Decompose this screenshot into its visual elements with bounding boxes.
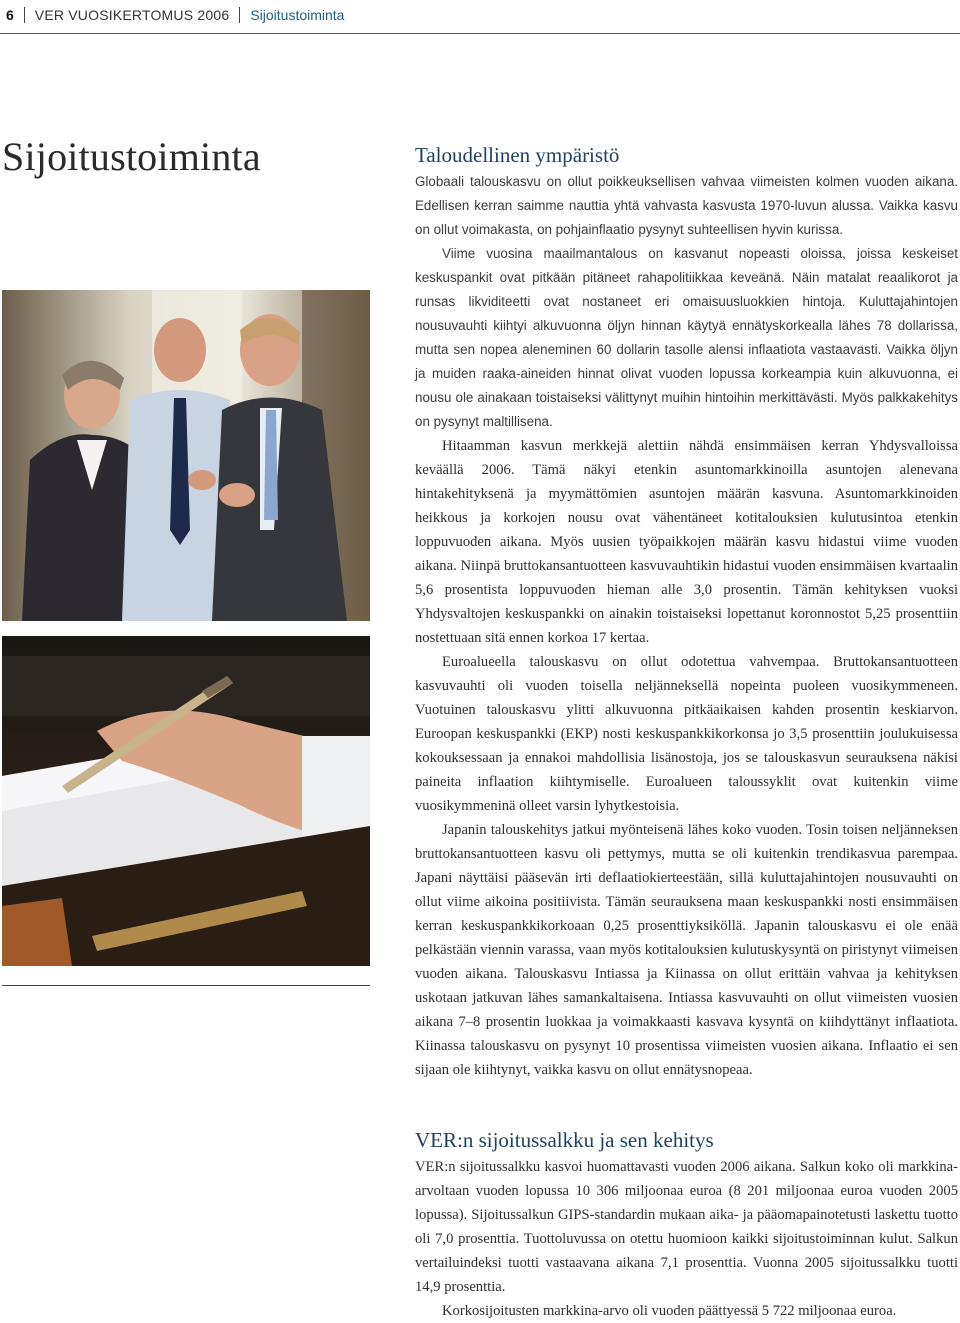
body-paragraph: Japanin talouskehitys jatkui myönteisenä lähes koko vuoden. Tosin toisen neljänneksen bruttokansantuotteen kasvu oli pettymys, mutta se oli kuitenkin trendikasvua parempaa. Japani näyttäisi pääsevän irti deflaatiokierteestään, sillä kuluttajahintojen nousuvauhti on ollut viime aikoina positiivista. Tämän seurauksena maan keskuspankki nosti ensimmäisen kerran keskuspankkikorkoaan 0,25 prosenttiyksiköllä. Japanin talouskasvu ei ole enää pelkästään viennin varassa, vaan myös kotitalouksien kulutuskysyntä on piristynyt viimeisen vuoden aikana. Talouskasvu Intiassa ja Kiinassa on ollut erittäin vahvaa ja kehityksen uskotaan jatkuvan lähes samankaltaisena. Intiassa kasvuvauhti on ollut viimeisten vuosien aikana 7–8 prosentin luokkaa ja voimakkaasti kasvava kysyntä on kiihdyttänyt inflaatiota. Kiinassa talouskasvu on pysynyt 10 prosentissa viimeisten vuosien aikana. Inflaatio ei sen sijaan ole kiihtynyt, vaikka kasvu on ollut ennätysnopeaa. bbox=[415, 822, 958, 1078]
body-paragraph: Euroalueella talouskasvu on ollut odotettua vahvempaa. Bruttokansantuotteen kasvuvauhti oli vuoden toisella neljänneksellä nopeinta puoleen vuosikymmeneen. Vuotuinen talouskasvu ylitti alkuvuonna pitkäaikaisen kahden prosentin keskiarvon. Euroopan keskuspankki (EKP) nosti keskuspankkikorkonsa jo 3,5 prosenttiin joulukuisessa kokouksessaan ja ennakoi mahdollisia lisänostoja, jos se talouskasvun seurauksena näkisi paineita inflaation kiihtymiselle. Euroalueen taloussyklit ovat kuitenkin viime vuosikymmeninä olleet varsin lyhytkestoisia. bbox=[415, 654, 958, 814]
page-title: Sijoitustoiminta bbox=[2, 134, 261, 179]
hand-signing-image bbox=[2, 636, 370, 966]
section-heading: VER:n sijoitussalkku ja sen kehitys bbox=[415, 1128, 714, 1152]
business-people-image bbox=[2, 290, 370, 621]
body-paragraph: Viime vuosina maailmantalous on kasvanut nopeasti oloissa, joissa keskeiset keskuspankit ovat pitkään pitäneet rahapolitiikkaa keveänä. Näin matalat reaalikorot ja runsas likviditeetti ovat nostaneet eri omaisuusluokkien hintoja. Kuluttajahintojen nousuvauhti kiihtyi alkuvuonna öljyn hinnan käytyä ennätyskorkealla lähes 78 dollarissa, mutta sen nopea aleneminen 60 dollarin tasolle alensi inflaatiota vastaavasti. Vaikka öljyn ja muiden raaka-aineiden hinnat olivat vuoden lopussa korkeampia kuin alkuvuonna, ei nousu ole ainakaan toistaiseksi välittynyt muihin hintoihin merkittävästi. Myös palkkakehitys on pysynyt maltillisena. bbox=[415, 246, 958, 429]
header-divider bbox=[239, 7, 240, 23]
left-column-rule bbox=[2, 985, 370, 986]
running-header bbox=[6, 4, 344, 26]
body-paragraph: VER:n sijoitussalkku kasvoi huomattavasti vuoden 2006 aikana. Salkun koko oli markkina-arvoltaan vuoden lopussa 10 306 miljoonaa euroa (8 201 miljoonaa euroa vuoden 2005 lopussa). Sijoitussalkun GIPS-standardin mukaan aika- ja pääomapainotetusti laskettu tuotto oli 7,0 prosenttia. Tuottoluvussa on otettu huomioon kaikki sijoitustoiminnan kulut. Salkun vertailuindeksi tuotti vastaavana aikana 7,1 prosenttia. Vuonna 2005 sijoitussalkku tuotti 14,9 prosenttia. bbox=[415, 1159, 958, 1295]
header-divider bbox=[24, 7, 25, 23]
section-economic-environment bbox=[415, 142, 958, 1082]
photo-business-people bbox=[2, 290, 370, 621]
header-rule bbox=[0, 33, 960, 34]
page-number: 6 bbox=[6, 7, 14, 23]
publication-title: VER VUOSIKERTOMUS 2006 bbox=[34, 7, 230, 23]
photo-hand-signing bbox=[2, 636, 370, 966]
body-paragraph: Korkosijoitusten markkina-arvo oli vuoden päättyessä 5 722 miljoonaa euroa. bbox=[442, 1303, 897, 1319]
body-paragraph: Hitaamman kasvun merkkejä alettiin nähdä ensimmäisen kerran Yhdysvalloissa keväällä 2006. Tämä näkyi etenkin asuntomarkkinoilla asuntojen alenevana hintakehityksenä ja myymättömien asuntojen määrän kasvuna. Asuntomarkkinoiden heikkous ja korkojen nousu ovat vähentäneet kotitalouksien kulutusintoa etenkin loppuvuoden aikana. Myös uusien työpaikkojen määrän kasvu hidastui viime vuoden aikana. Niinpä bruttokansantuotteen kasvuvauhtikin hidastui vuoden ensimmäisen kvartaalin 5,6 prosentista loppuvuoden hieman alle 3,0 prosentin. Tämän kehityksen vuoksi Yhdysvaltojen keskuspankki on ainakin toistaiseksi lopettanut koronnostot 5,25 prosenttiin nostettuaan sitä ennen korkoa 17 kertaa. bbox=[415, 438, 958, 646]
lead-paragraph: Globaali talouskasvu on ollut poikkeuksellisen vahvaa viimeisten kolmen vuoden aikana. Edellisen kerran saimme nauttia yhtä vahvasta kasvusta 1970-luvun alussa. Vaikka kasvu on ollut voimakasta, on pohjainflaatio pysynyt suhteellisen hyvin kurissa. bbox=[415, 174, 958, 237]
section-heading: Taloudellinen ympäristö bbox=[415, 143, 620, 167]
section-portfolio bbox=[415, 1127, 958, 1323]
section-name: Sijoitustoiminta bbox=[250, 7, 345, 23]
